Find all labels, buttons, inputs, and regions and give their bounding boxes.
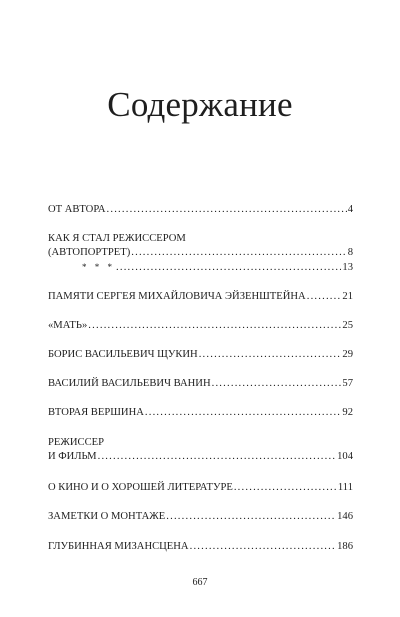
toc-page-number: 25	[342, 320, 353, 331]
toc-entry-mat	[48, 319, 353, 333]
page-number-footer: 667	[192, 577, 208, 588]
toc-page-number: 29	[342, 349, 353, 360]
toc-line	[48, 348, 353, 362]
toc-page-number: 8	[347, 247, 353, 258]
dot-leader	[166, 510, 336, 524]
toc-entry-title: ГЛУБИННАЯ МИЗАНСЦЕНА	[48, 541, 189, 552]
toc-entry-title: ВАСИЛИЙ ВАСИЛЬЕВИЧ ВАНИН	[48, 378, 211, 389]
toc-entry-title: ОТ АВТОРА	[48, 204, 106, 215]
toc-entry-title: О КИНО И О ХОРОШЕЙ ЛИТЕРАТУРЕ	[48, 482, 233, 493]
dot-leader	[145, 406, 342, 420]
toc-line	[48, 246, 353, 260]
page-title: Содержание	[107, 85, 293, 125]
dot-leader	[98, 450, 337, 464]
toc-line	[48, 436, 353, 450]
toc-page-number: 111	[337, 482, 353, 493]
toc-line	[48, 232, 353, 246]
toc-line	[48, 319, 353, 333]
toc-line	[48, 377, 353, 391]
dot-leader	[88, 319, 341, 333]
toc-line	[48, 510, 353, 524]
toc-entry-vanin	[48, 377, 353, 391]
toc-page-number: 92	[342, 407, 353, 418]
toc-entry-pamyati-eizenshteina	[48, 290, 353, 304]
dot-leader	[307, 290, 342, 304]
dot-leader	[107, 203, 347, 217]
toc-entry-title: ЗАМЕТКИ О МОНТАЖЕ	[48, 511, 166, 522]
toc-entry-kak-ya-stal-rezhisserom	[48, 232, 353, 275]
toc-line	[48, 481, 353, 495]
toc-entry-ot-avtora	[48, 203, 353, 217]
toc-entry-title-continued: (АВТОПОРТРЕТ)	[48, 247, 131, 258]
toc-entry-title: БОРИС ВАСИЛЬЕВИЧ ЩУКИН	[48, 349, 198, 360]
toc-page-number: 104	[337, 451, 353, 462]
toc-page-number: 21	[342, 291, 353, 302]
dot-leader	[234, 481, 337, 495]
toc-page-number: 4	[347, 204, 353, 215]
dot-leader	[116, 261, 341, 275]
dot-leader	[199, 348, 342, 362]
asterism: * * *	[82, 262, 115, 272]
toc-entry-glubinnaya-mizanscena	[48, 540, 353, 554]
toc-subentry	[48, 260, 353, 275]
toc-entry-title: КАК Я СТАЛ РЕЖИССЕРОМ	[48, 233, 186, 244]
toc-entry-title: ПАМЯТИ СЕРГЕЯ МИХАЙЛОВИЧА ЭЙЗЕНШТЕЙНА	[48, 291, 306, 302]
toc-entry-title: ВТОРАЯ ВЕРШИНА	[48, 407, 144, 418]
toc-entry-title: «МАТЬ»	[48, 320, 88, 331]
toc-entry-shchukin	[48, 348, 353, 362]
table-of-contents	[48, 0, 353, 617]
dot-leader	[131, 246, 346, 260]
toc-entry-title: РЕЖИССЕР	[48, 437, 104, 448]
toc-entry-o-kino	[48, 481, 353, 495]
toc-line	[48, 540, 353, 554]
toc-line	[48, 203, 353, 217]
toc-entry-title-continued: И ФИЛЬМ	[48, 451, 97, 462]
toc-line	[48, 450, 353, 464]
toc-entry-vtoraya-vershina	[48, 406, 353, 420]
toc-page-number: 186	[337, 541, 353, 552]
dot-leader	[212, 377, 342, 391]
toc-line	[48, 290, 353, 304]
toc-page-number: 57	[342, 378, 353, 389]
toc-page-number: 13	[342, 262, 353, 273]
toc-line	[48, 406, 353, 420]
toc-page-number: 146	[337, 511, 353, 522]
toc-entry-zametki-o-montazhe	[48, 510, 353, 524]
dot-leader	[190, 540, 337, 554]
toc-entry-rezhisser-i-film	[48, 436, 353, 464]
